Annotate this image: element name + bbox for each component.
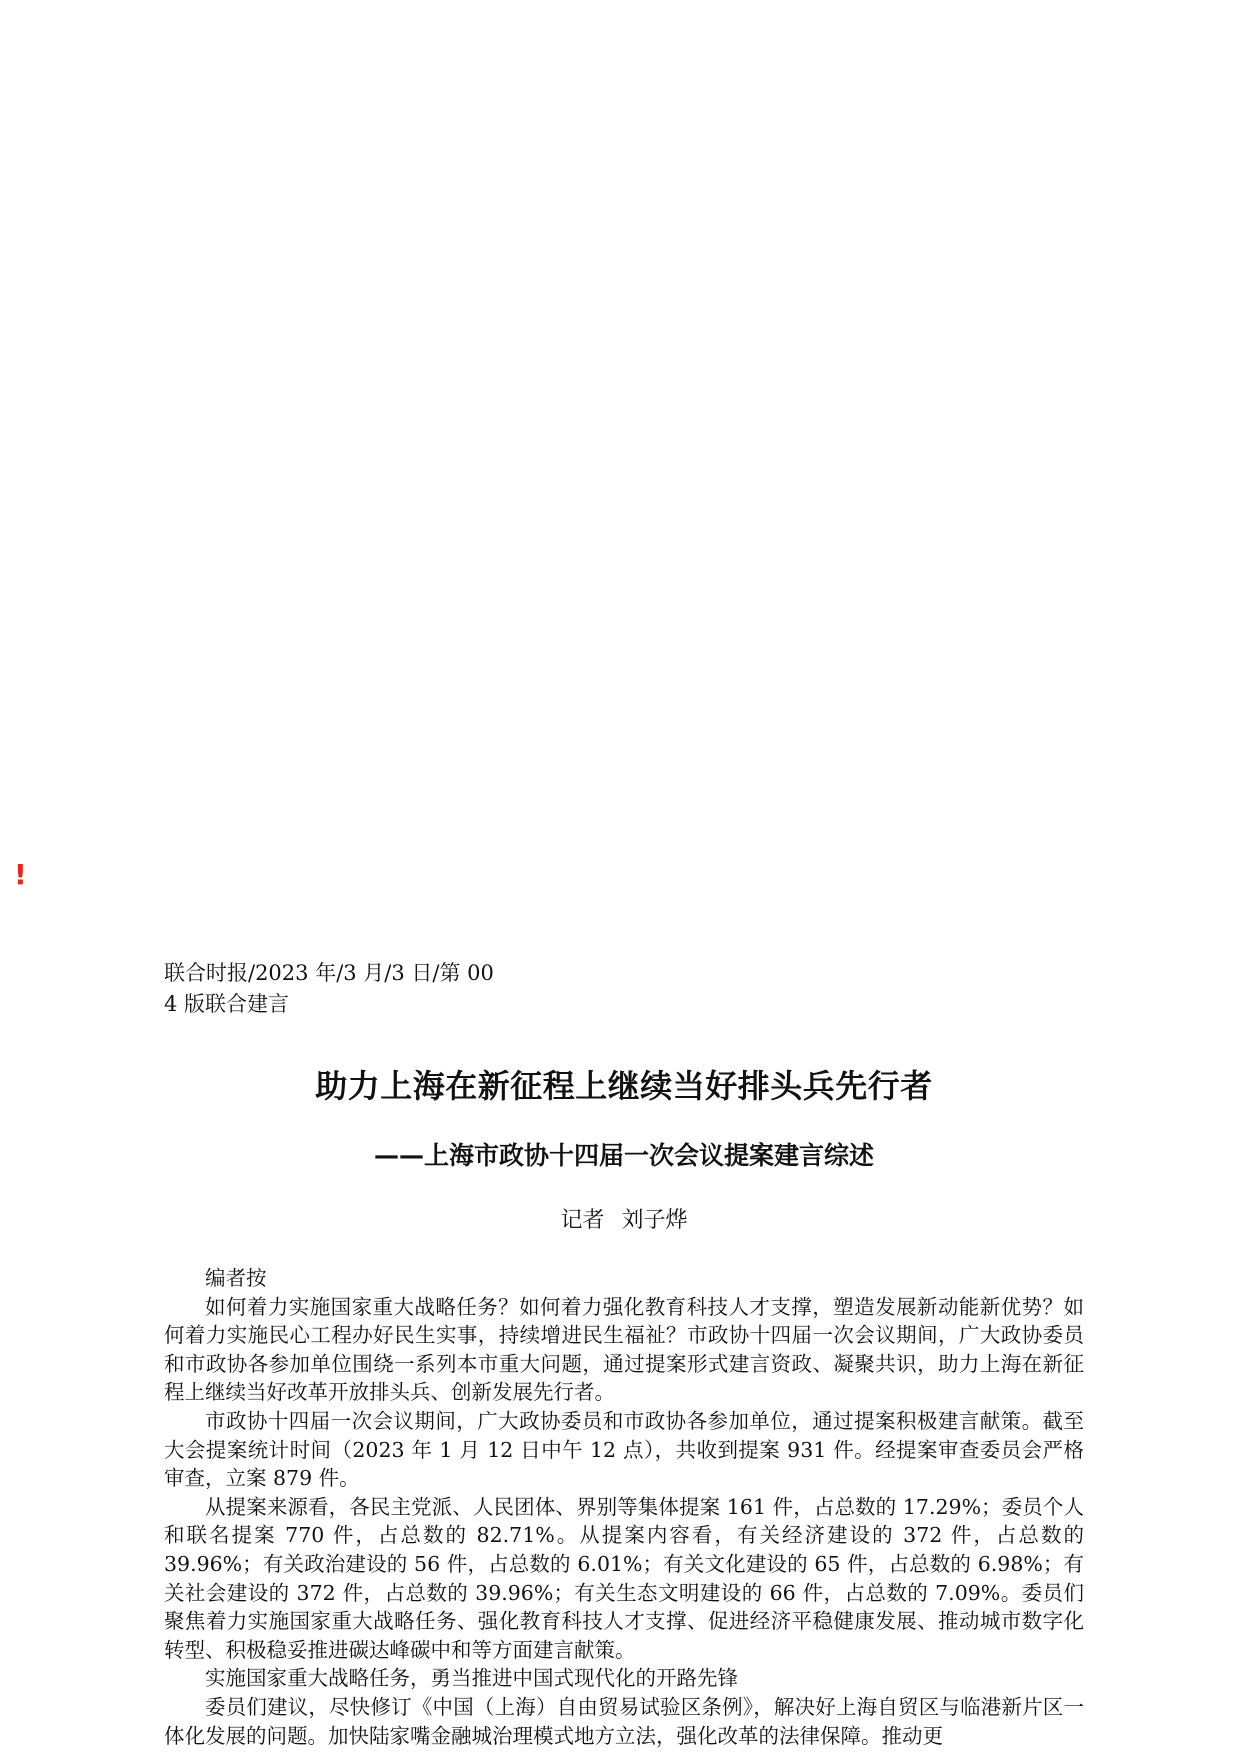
article-subtitle: ——上海市政协十四届一次会议提案建言综述 [373, 1141, 874, 1170]
paragraph: 编者按 [205, 1266, 267, 1290]
source-line: 联合时报/2023 年/3 月/3 日/第 004 版联合建言 [164, 961, 494, 1016]
article-title: 助力上海在新征程上继续当好排头兵先行者 [315, 1067, 933, 1105]
paragraph: 委员们建议，尽快修订《中国（上海）自由贸易试验区条例》，解决好上海自贸区与临港新片区一体化发展的问题。加快陆家嘴金融城治理模式地方立法，强化改革的法律保障。推动更 [164, 1694, 1084, 1748]
byline: 记者 刘子烨 [560, 1208, 688, 1233]
section-heading: 实施国家重大战略任务，勇当推进中国式现代化的开路先锋 [205, 1666, 738, 1691]
article-body [164, 1264, 1084, 1750]
paragraph: 如何着力实施国家重大战略任务？如何着力强化教育科技人才支撑，塑造发展新动能新优势？如何着力实施民心工程办好民生实事，持续增进民生福祉？市政协十四届一次会议期间，广大政协委员和市政协各参加单位围绕一系列本市重大问题，通过提案形式建言资政、凝聚共识，助力上海在新征程上继续当好改革开放排头兵、创新发展先行者。 [164, 1294, 1084, 1405]
paragraph: 从提案来源看，各民主党派、人民团体、界别等集体提案 161 件，占总数的 17.29%；委员个人和联名提案 770 件，占总数的 82.71%。从提案内容看，有关经济建设的 372 件，占总数的 39.96%；有关政治建设的 56 件，占总数的 6.01%；有关文化建设的 65 件，占总数的 6.98%；有关社会建设的 372 件，占总数的 39.96%；有关生态文明建设的 66 件，占总数的 7.09%。委员们聚焦着力实施国家重大战略任务、强化教育科技人才支撑、促进经济平稳健康发展、推动城市数字化转型、积极稳妥推进碳达峰碳中和等方面建言献策。 [164, 1494, 1084, 1662]
article [164, 958, 1084, 1750]
paragraph: 市政协十四届一次会议期间，广大政协委员和市政协各参加单位，通过提案积极建言献策。截至大会提案统计时间（2023 年 1 月 12 日中午 12 点），共收到提案 931 件。经提案审查委员会严格审查，立案 879 件。 [164, 1408, 1084, 1491]
warning-mark: ! [14, 858, 27, 891]
